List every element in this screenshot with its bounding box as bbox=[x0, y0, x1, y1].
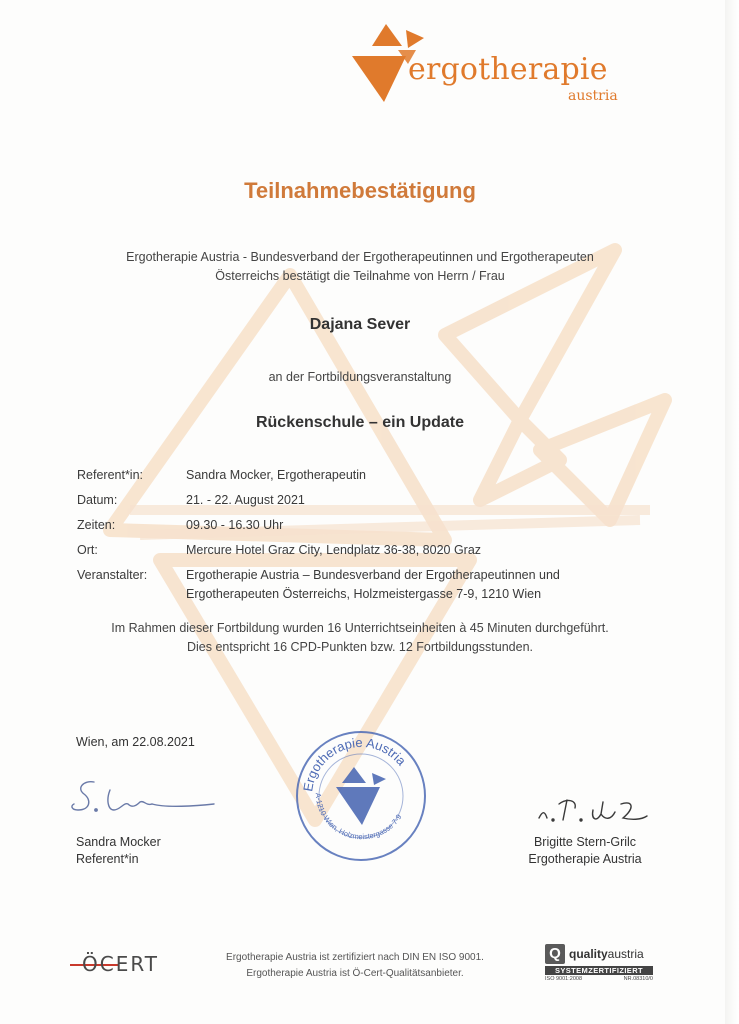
quality-cert-bar: SYSTEMZERTIFIZIERT bbox=[545, 966, 653, 975]
quality-iso: ISO 9001:2008 bbox=[545, 976, 583, 982]
stamp-text-top: Ergotherapie Austria bbox=[300, 734, 410, 793]
footer-text bbox=[190, 950, 520, 982]
summary-text bbox=[60, 619, 660, 657]
detail-row-referent bbox=[77, 466, 637, 485]
summary-line-1: Im Rahmen dieser Fortbildung wurden 16 Unterrichtseinheiten à 45 Minuten durchgeführt. bbox=[111, 621, 609, 635]
detail-value: 09.30 - 16.30 Uhr bbox=[186, 518, 284, 532]
detail-value bbox=[186, 566, 637, 604]
detail-row-ort bbox=[77, 541, 637, 560]
signer-left-role: Referent*in bbox=[76, 852, 139, 866]
intro-line-1: Ergotherapie Austria - Bundesverband der Ergotherapeutinnen und Ergotherapeuten bbox=[126, 250, 594, 264]
logo-wordmark: ergotherapie bbox=[408, 52, 608, 87]
detail-row-veranstalter bbox=[77, 566, 637, 604]
page-title: Teilnahmebestätigung bbox=[244, 178, 476, 203]
signature-left bbox=[66, 770, 226, 830]
quality-austria-logo bbox=[545, 944, 655, 986]
detail-value: Sandra Mocker, Ergotherapeutin bbox=[186, 468, 366, 482]
detail-label: Referent*in: bbox=[77, 468, 144, 482]
quality-iso-line bbox=[545, 976, 653, 982]
ocert-logo bbox=[70, 948, 170, 978]
course-title: Rückenschule – ein Update bbox=[255, 414, 465, 431]
detail-label: Zeiten: bbox=[77, 518, 116, 532]
footer-line-1: Ergotherapie Austria ist zertifiziert nach DIN EN ISO 9001. bbox=[226, 952, 484, 963]
quality-wordmark: qualityaustria bbox=[569, 947, 644, 961]
stamp-logo-icon bbox=[336, 767, 386, 825]
intro-line-2: Österreichs bestätigt die Teilnahme von Herrn / Frau bbox=[215, 269, 505, 283]
details-table bbox=[77, 466, 637, 610]
signer-left-name: Sandra Mocker bbox=[76, 835, 161, 849]
intro-text bbox=[60, 248, 660, 286]
detail-row-datum bbox=[77, 491, 637, 510]
signature-right bbox=[535, 790, 665, 830]
signer-left bbox=[76, 834, 161, 868]
quality-nr: NR.08310/0 bbox=[623, 976, 653, 982]
detail-value-line-1: Ergotherapie Austria – Bundesverband der Ergotherapeutinnen und bbox=[186, 568, 560, 582]
logo-subtitle: austria bbox=[568, 88, 618, 104]
ocert-wordmark: ÖCERT bbox=[82, 952, 160, 976]
ergotherapie-logo bbox=[350, 20, 630, 110]
detail-label: Datum: bbox=[77, 493, 118, 507]
quality-q-icon: Q bbox=[545, 944, 565, 964]
signer-right bbox=[520, 834, 650, 868]
detail-value: Mercure Hotel Graz City, Lendplatz 36-38, 8020 Graz bbox=[186, 543, 482, 557]
summary-line-2: Dies entspricht 16 CPD-Punkten bzw. 12 Fortbildungsstunden. bbox=[186, 640, 534, 654]
detail-label: Ort: bbox=[77, 543, 98, 557]
detail-value: 21. - 22. August 2021 bbox=[186, 493, 305, 507]
detail-value-line-2: Ergotherapeuten Österreichs, Holzmeistergasse 7-9, 1210 Wien bbox=[186, 587, 542, 601]
place-date: Wien, am 22.08.2021 bbox=[76, 735, 195, 749]
participant-name: Dajana Sever bbox=[309, 316, 411, 333]
signer-right-role: Ergotherapie Austria bbox=[528, 852, 642, 866]
detail-row-zeiten bbox=[77, 516, 637, 535]
signer-right-name: Brigitte Stern-Grilc bbox=[533, 835, 637, 849]
stamp-seal bbox=[292, 727, 430, 865]
detail-label: Veranstalter: bbox=[77, 568, 148, 582]
footer-line-2: Ergotherapie Austria ist Ö-Cert-Qualitätsanbieter. bbox=[246, 968, 464, 979]
event-intro: an der Fortbildungsveranstaltung bbox=[268, 370, 452, 384]
stamp-text-bottom: A-1210 Wien, Holzmeistergasse 7-9 bbox=[313, 792, 404, 842]
